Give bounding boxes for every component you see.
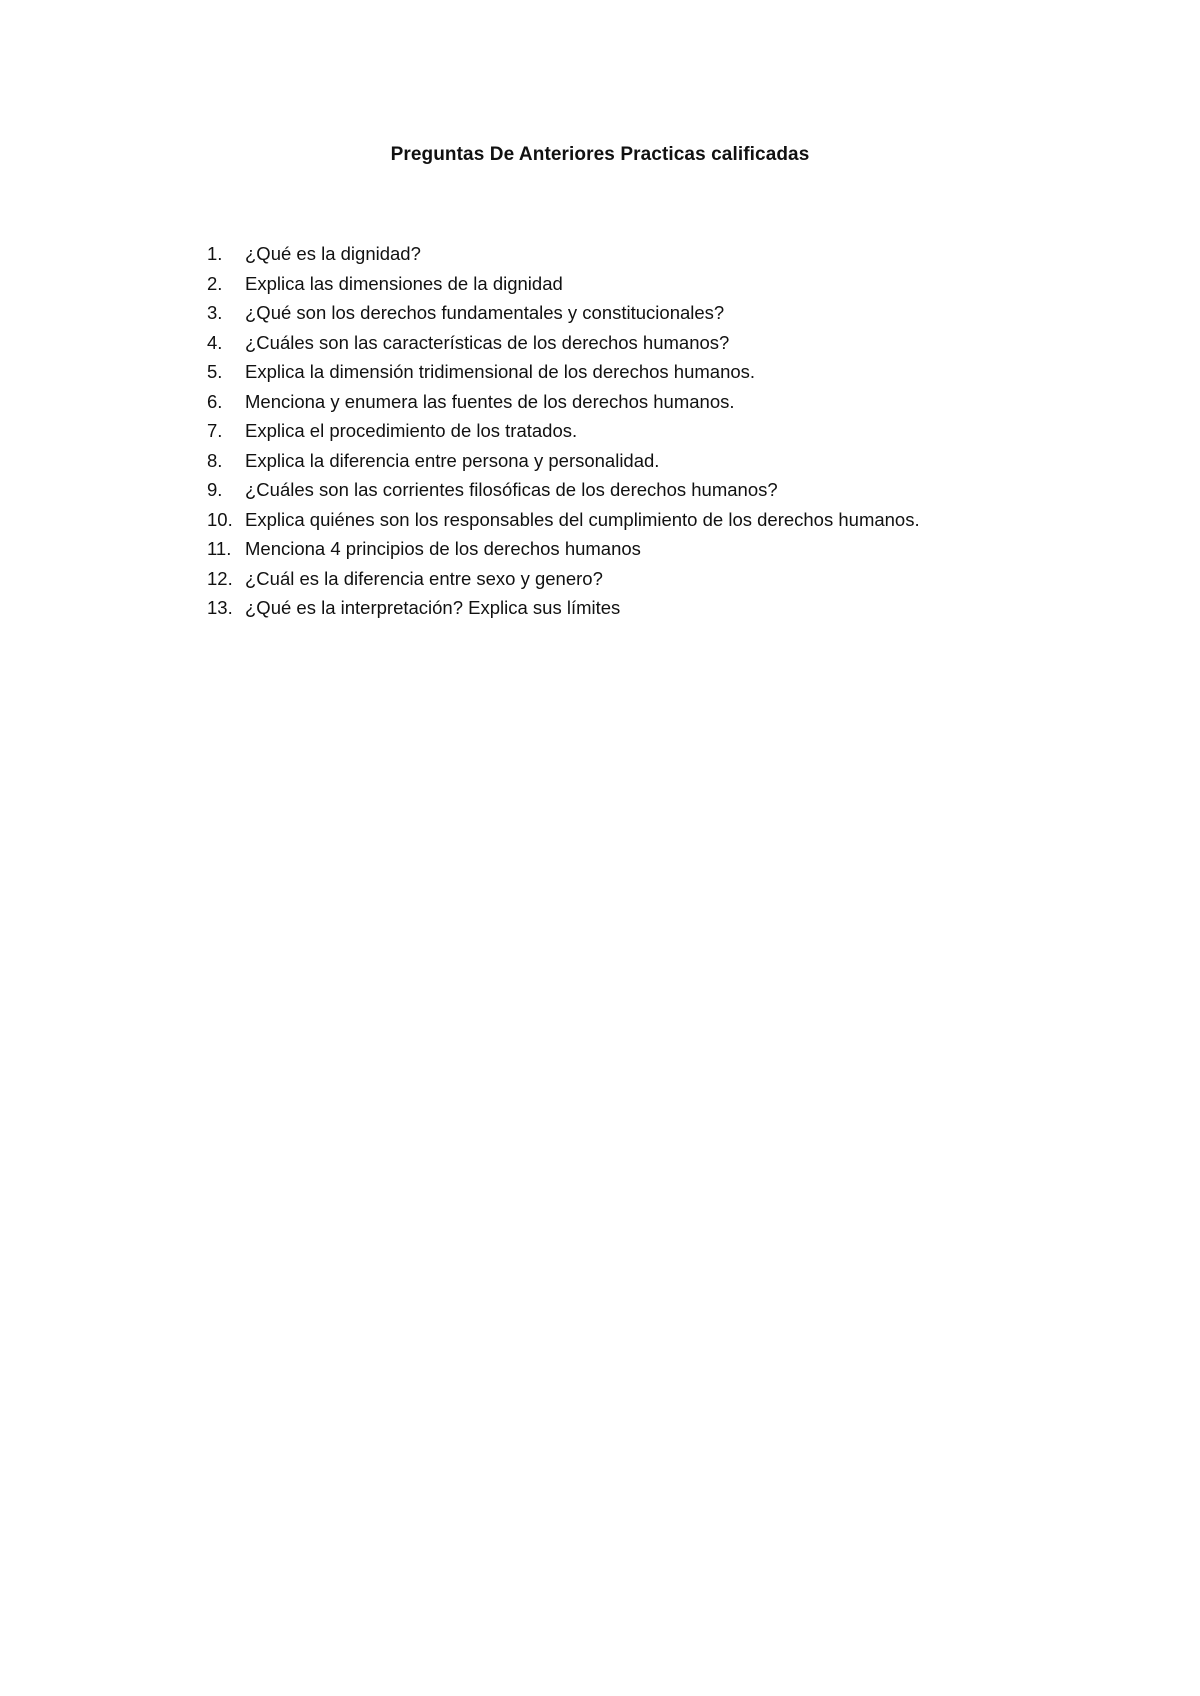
question-text: Explica la diferencia entre persona y personalidad. (245, 449, 660, 471)
document-title: Preguntas De Anteriores Practicas calificadas (390, 144, 810, 165)
question-text: Explica quiénes son los responsables del cumplimiento de los derechos humanos. (245, 508, 920, 530)
question-text: ¿Qué es la interpretación? Explica sus límites (245, 597, 621, 618)
question-number: 7. (207, 420, 223, 441)
list-item (207, 564, 920, 594)
list-item (207, 593, 920, 623)
list-item (207, 239, 920, 269)
list-item (207, 328, 920, 358)
list-item (207, 416, 920, 446)
list-item (207, 298, 920, 328)
question-number: 10. (207, 508, 233, 530)
question-number: 3. (207, 302, 223, 323)
question-list (207, 239, 920, 623)
question-number: 6. (207, 390, 223, 412)
question-text: Explica la dimensión tridimensional de los derechos humanos. (245, 361, 756, 382)
question-text: Explica el procedimiento de los tratados. (245, 420, 578, 441)
question-number: 11. (207, 538, 232, 559)
question-number: 12. (207, 567, 233, 589)
question-number: 1. (207, 243, 223, 264)
question-text: ¿Qué es la dignidad? (245, 243, 421, 264)
question-text: ¿Cuáles son las corrientes filosóficas de los derechos humanos? (245, 479, 778, 500)
list-item (207, 357, 920, 387)
list-item (207, 505, 920, 535)
question-number: 8. (207, 449, 223, 471)
list-item (207, 387, 920, 417)
question-number: 5. (207, 361, 223, 382)
question-number: 13. (207, 597, 233, 618)
question-text: ¿Cuál es la diferencia entre sexo y genero? (245, 567, 603, 589)
list-item (207, 475, 920, 505)
question-text: Menciona y enumera las fuentes de los derechos humanos. (245, 390, 735, 412)
question-text: Menciona 4 principios de los derechos humanos (245, 538, 641, 559)
list-item (207, 446, 920, 476)
question-text: Explica las dimensiones de la dignidad (245, 272, 563, 294)
question-text: ¿Qué son los derechos fundamentales y constitucionales? (245, 302, 725, 323)
list-item (207, 534, 920, 564)
list-item (207, 269, 920, 299)
question-text: ¿Cuáles son las características de los derechos humanos? (245, 331, 730, 353)
question-number: 4. (207, 331, 223, 353)
question-number: 2. (207, 272, 223, 294)
question-number: 9. (207, 479, 223, 500)
